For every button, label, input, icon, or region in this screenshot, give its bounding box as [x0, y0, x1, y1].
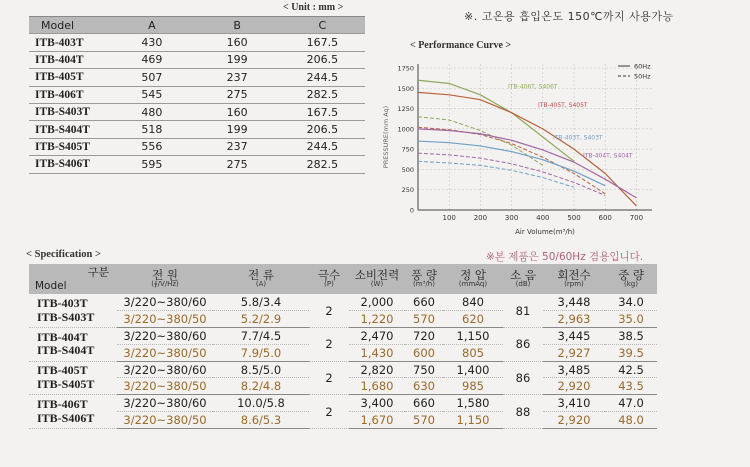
dim-row	[29, 86, 365, 103]
spec-poles-cell: 2	[309, 294, 349, 328]
spec-value-60hz: 2,470	[349, 328, 405, 345]
spec-header-cell	[405, 264, 443, 294]
spec-model-a: ITB-406T	[37, 396, 88, 411]
spec-noise-cell: 88	[503, 395, 543, 429]
spec-value-60hz: 2,000	[349, 294, 405, 311]
spec-value-50hz: 8.2/4.8	[213, 378, 309, 395]
x-tick-label: 500	[567, 214, 581, 222]
dim-value-cell: 167.5	[280, 34, 365, 51]
spec-corner-bottom: Model	[35, 279, 67, 292]
dim-value-cell: 237	[194, 138, 279, 155]
dim-value-cell: 237	[194, 69, 279, 86]
spec-value-60hz: 660	[405, 294, 443, 311]
dim-header-model: Model	[29, 17, 109, 34]
dim-value-cell: 518	[109, 121, 194, 138]
performance-curve-chart	[378, 50, 668, 240]
curve-annotation: ITB-403T, S403T	[553, 134, 603, 142]
dim-row	[29, 103, 365, 120]
spec-header-label: 전 원	[152, 268, 178, 283]
spec-value-50hz: 1,430	[349, 344, 405, 361]
spec-value-50hz: 1,220	[349, 311, 405, 328]
y-tick-label: 1750	[397, 64, 414, 73]
spec-poles-cell: 2	[309, 328, 349, 362]
spec-value-50hz: 985	[443, 378, 503, 395]
dim-model-cell: ITB-405T	[29, 69, 109, 86]
dim-header-b: B	[194, 17, 279, 34]
dim-row	[29, 121, 365, 138]
x-tick-label: 600	[598, 214, 612, 222]
dim-model-cell: ITB-S405T	[29, 138, 109, 155]
y-tick-label: 500	[401, 165, 414, 174]
spec-header-unit: (P)	[324, 280, 334, 289]
spec-value-60hz: 2,820	[349, 361, 405, 378]
dim-value-cell: 244.5	[280, 69, 365, 86]
spec-value-50hz: 3/220~380/50	[117, 378, 213, 395]
spec-value-60hz: 3,400	[349, 395, 405, 412]
spec-value-50hz: 39.5	[605, 344, 657, 361]
spec-value-50hz: 2,920	[543, 412, 605, 429]
spec-header-cell	[605, 264, 657, 294]
dim-value-cell: 430	[109, 34, 194, 51]
spec-value-60hz: 660	[405, 395, 443, 412]
x-tick-label: 100	[442, 214, 456, 222]
y-tick-label: 1500	[397, 84, 414, 93]
spec-value-50hz: 2,927	[543, 344, 605, 361]
dim-value-cell: 480	[109, 103, 194, 120]
dim-row	[29, 156, 365, 173]
spec-value-50hz: 3/220~380/50	[117, 344, 213, 361]
spec-header-label: 중 량	[618, 268, 644, 283]
spec-header-unit: (m³/h)	[413, 280, 435, 289]
y-axis-label: PRESSURE(mm Aq)	[382, 105, 390, 169]
x-tick-label: 200	[473, 214, 488, 222]
dim-value-cell: 206.5	[280, 121, 365, 138]
spec-value-50hz: 7.9/5.0	[213, 344, 309, 361]
spec-value-60hz: 3/220~380/60	[117, 328, 213, 345]
spec-value-50hz: 2,963	[543, 311, 605, 328]
spec-header-unit: (kg)	[624, 280, 638, 289]
dim-value-cell: 160	[194, 103, 279, 120]
spec-value-50hz: 1,680	[349, 378, 405, 395]
dim-value-cell: 160	[194, 34, 279, 51]
spec-value-50hz: 5.2/2.9	[213, 311, 309, 328]
spec-value-60hz: 1,580	[443, 395, 503, 412]
spec-header-unit: (∮/V/Hz)	[151, 280, 179, 289]
spec-value-60hz: 3/220~380/60	[117, 294, 213, 311]
y-tick-label: 1000	[397, 125, 414, 134]
curve-annotation: ITB-404T, S404T	[583, 152, 633, 160]
spec-header-unit: (dB)	[515, 280, 531, 289]
spec-model-b: ITB-S404T	[37, 343, 95, 358]
dim-value-cell: 282.5	[280, 156, 365, 173]
curve-annotation: ITB-405T, S405T	[538, 101, 588, 109]
spec-value-50hz: 600	[405, 344, 443, 361]
spec-value-50hz: 8.6/5.3	[213, 412, 309, 429]
spec-value-60hz: 3,445	[543, 328, 605, 345]
specification-table	[29, 264, 657, 429]
spec-model-cell	[29, 294, 117, 328]
spec-noise-cell: 86	[503, 328, 543, 362]
spec-value-50hz: 3/220~380/50	[117, 412, 213, 429]
dim-model-cell: ITB-406T	[29, 86, 109, 103]
specification-title: < Specification >	[26, 249, 101, 260]
dim-row	[29, 69, 365, 86]
spec-header-label: 소비전력	[354, 268, 400, 283]
spec-row-60hz	[29, 294, 657, 311]
spec-header-cell	[213, 264, 309, 294]
spec-value-60hz: 1,400	[443, 361, 503, 378]
spec-value-60hz: 3,410	[543, 395, 605, 412]
y-tick-label: 750	[401, 145, 414, 154]
spec-corner-header	[29, 264, 117, 294]
dim-value-cell: 556	[109, 138, 194, 155]
spec-header-unit: (W)	[370, 280, 384, 289]
spec-header-cell	[349, 264, 405, 294]
dim-model-cell: ITB-S404T	[29, 121, 109, 138]
spec-value-60hz: 10.0/5.8	[213, 395, 309, 412]
spec-poles-cell: 2	[309, 361, 349, 395]
spec-value-50hz: 1,150	[443, 412, 503, 429]
spec-row-60hz	[29, 328, 657, 345]
performance-curve-title: < Performance Curve >	[410, 40, 512, 51]
legend-label-50hz: 50Hz	[634, 72, 651, 81]
spec-header-cell	[543, 264, 605, 294]
dim-model-cell: ITB-403T	[29, 34, 109, 51]
spec-header-label: 정 압	[460, 268, 486, 283]
spec-value-50hz: 570	[405, 311, 443, 328]
x-tick-label: 700	[629, 214, 644, 222]
dim-row	[29, 34, 365, 51]
legend-label-60hz: 60Hz	[634, 62, 651, 71]
dimension-table	[29, 16, 365, 174]
spec-poles-cell: 2	[309, 395, 349, 429]
spec-value-60hz: 3,485	[543, 361, 605, 378]
spec-noise-cell: 86	[503, 361, 543, 395]
spec-value-60hz: 8.5/5.0	[213, 361, 309, 378]
curve-annotation: ITB-406T, S406T	[508, 83, 558, 91]
spec-row-60hz	[29, 395, 657, 412]
y-tick-label: 1250	[397, 105, 414, 114]
spec-header-unit: (mmAq)	[458, 280, 488, 289]
dim-header-c: C	[280, 17, 365, 34]
spec-model-cell	[29, 328, 117, 362]
spec-model-b: ITB-S403T	[37, 309, 95, 324]
spec-model-a: ITB-405T	[37, 363, 88, 378]
unit-label: < Unit : mm >	[283, 2, 344, 13]
dim-value-cell: 282.5	[280, 86, 365, 103]
spec-value-60hz: 3/220~380/60	[117, 395, 213, 412]
spec-value-50hz: 43.5	[605, 378, 657, 395]
spec-header-label: 소 음	[510, 268, 536, 283]
spec-value-60hz: 38.5	[605, 328, 657, 345]
dim-value-cell: 545	[109, 86, 194, 103]
spec-value-50hz: 35.0	[605, 311, 657, 328]
spec-corner-top: 구분	[87, 266, 109, 279]
spec-header-cell	[309, 264, 349, 294]
spec-header-label: 회전수	[557, 268, 591, 283]
spec-value-60hz: 3,448	[543, 294, 605, 311]
dim-model-cell: ITB-404T	[29, 51, 109, 68]
spec-model-b: ITB-S405T	[37, 376, 95, 391]
dim-value-cell: 199	[194, 121, 279, 138]
spec-model-cell	[29, 361, 117, 395]
spec-header-label: 전 류	[248, 268, 274, 283]
spec-value-60hz: 1,150	[443, 328, 503, 345]
spec-model-b: ITB-S406T	[37, 410, 95, 425]
dim-value-cell: 244.5	[280, 138, 365, 155]
spec-model-cell	[29, 395, 117, 429]
spec-model-a: ITB-404T	[37, 329, 88, 344]
x-axis-label: Air Volume(m³/h)	[515, 228, 575, 236]
spec-value-60hz: 42.5	[605, 361, 657, 378]
spec-value-50hz: 570	[405, 412, 443, 429]
y-tick-label: 250	[401, 186, 414, 195]
spec-value-50hz: 48.0	[605, 412, 657, 429]
spec-model-a: ITB-403T	[37, 295, 88, 310]
dim-value-cell: 595	[109, 156, 194, 173]
dim-value-cell: 275	[194, 86, 279, 103]
spec-header-cell	[503, 264, 543, 294]
spec-value-60hz: 34.0	[605, 294, 657, 311]
spec-value-50hz: 630	[405, 378, 443, 395]
spec-value-60hz: 5.8/3.4	[213, 294, 309, 311]
dim-value-cell: 167.5	[280, 103, 365, 120]
spec-row-60hz	[29, 361, 657, 378]
dim-row	[29, 51, 365, 68]
dim-model-cell: ITB-S403T	[29, 103, 109, 120]
spec-value-60hz: 720	[405, 328, 443, 345]
spec-value-60hz: 840	[443, 294, 503, 311]
dim-model-cell: ITB-S406T	[29, 156, 109, 173]
y-tick-label: 0	[409, 206, 414, 215]
spec-value-60hz: 7.7/4.5	[213, 328, 309, 345]
spec-header-unit: (rpm)	[564, 280, 584, 289]
x-tick-label: 300	[504, 214, 519, 222]
spec-value-50hz: 1,670	[349, 412, 405, 429]
spec-noise-cell: 81	[503, 294, 543, 328]
spec-value-60hz: 47.0	[605, 395, 657, 412]
spec-header-cell	[443, 264, 503, 294]
x-tick-label: 400	[536, 214, 550, 222]
spec-value-50hz: 805	[443, 344, 503, 361]
spec-header-cell	[117, 264, 213, 294]
dim-value-cell: 275	[194, 156, 279, 173]
dim-header-a: A	[109, 17, 194, 34]
spec-header-label: 풍 량	[411, 268, 437, 283]
spec-value-60hz: 750	[405, 361, 443, 378]
dim-value-cell: 507	[109, 69, 194, 86]
dim-value-cell: 469	[109, 51, 194, 68]
spec-header-unit: (A)	[255, 280, 267, 289]
high-temp-note: ※. 고온용 흡입온도 150℃까지 사용가능	[464, 10, 674, 23]
dim-value-cell: 199	[194, 51, 279, 68]
spec-value-50hz: 3/220~380/50	[117, 311, 213, 328]
spec-value-50hz: 620	[443, 311, 503, 328]
spec-value-60hz: 3/220~380/60	[117, 361, 213, 378]
frequency-note: ※본 제품은 50/60Hz 겸용입니다.	[486, 251, 644, 263]
spec-header-label: 극수	[317, 268, 341, 283]
dim-value-cell: 206.5	[280, 51, 365, 68]
dim-row	[29, 138, 365, 155]
spec-value-50hz: 2,920	[543, 378, 605, 395]
